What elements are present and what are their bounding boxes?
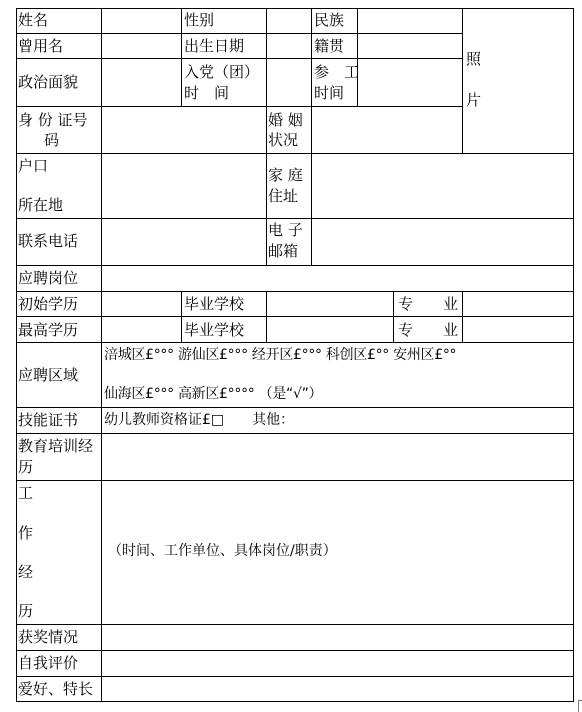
corner-mark-v — [578, 700, 579, 712]
birth-date-label: 出生日期 — [184, 37, 245, 55]
position-input[interactable] — [102, 266, 573, 291]
party-join-input[interactable] — [267, 59, 311, 106]
work-start-label-line2: 时间 — [314, 84, 345, 102]
home-label-line1: 家 庭 — [268, 166, 303, 184]
hukou-label-line2: 所在地 — [18, 196, 64, 214]
major-label: 专 业 — [398, 295, 459, 313]
work-input[interactable] — [102, 481, 573, 624]
ethnicity-label: 民族 — [314, 11, 345, 29]
v-line-left — [16, 8, 17, 702]
graduate-school-label: 毕业学校 — [184, 295, 245, 313]
self-eval-label: 自我评价 — [18, 654, 79, 672]
party-join-label-line1: 入党（团） — [184, 63, 260, 81]
region-options-line1[interactable]: 涪城区£°°° 游仙区£°°° 经开区£°°° 科创区£°° 安州区£°° — [104, 347, 457, 363]
highest-edu-input[interactable] — [102, 317, 181, 342]
major-label-2: 专 业 — [398, 321, 459, 339]
region-label: 应聘区域 — [18, 366, 79, 384]
home-input[interactable] — [312, 154, 573, 218]
training-label-line2: 历 — [18, 458, 34, 476]
major-input[interactable] — [463, 292, 573, 316]
phone-input[interactable] — [102, 219, 266, 265]
marital-label-line2: 状况 — [268, 131, 299, 149]
hobbies-label: 爱好、特长 — [18, 680, 94, 698]
initial-edu-label: 初始学历 — [18, 295, 79, 313]
h-line-bottom — [16, 701, 574, 702]
work-hint: （时间、工作单位、具体岗位/职责） — [108, 543, 337, 559]
v-line-181-a — [181, 8, 182, 107]
hukou-label-line1: 户口 — [18, 157, 49, 175]
v-line-right — [573, 8, 574, 702]
awards-label: 获奖情况 — [18, 628, 79, 646]
hobbies-input[interactable] — [102, 677, 573, 701]
work-label-line2: 作 — [18, 524, 34, 542]
photo-label-line1: 照 — [466, 50, 482, 68]
work-start-label-line1: 参 工 — [314, 63, 360, 81]
v-line-393-c — [393, 291, 394, 343]
id-label-line2: 码 — [44, 131, 60, 149]
photo-label-line2: 片 — [466, 91, 482, 109]
h-line-9 — [16, 342, 574, 343]
cert-value[interactable]: 幼儿教师资格证£□ 其他： — [104, 412, 295, 428]
party-join-label-line2: 时 间 — [184, 84, 230, 102]
gender-label: 性别 — [184, 11, 215, 29]
birth-date-input[interactable] — [267, 34, 311, 58]
position-label: 应聘岗位 — [18, 269, 79, 287]
graduate-school-input[interactable] — [267, 292, 393, 316]
name-label: 姓名 — [18, 11, 49, 29]
ethnicity-input[interactable] — [358, 9, 462, 33]
home-label-line2: 住址 — [268, 187, 299, 205]
major-input-2[interactable] — [463, 317, 573, 342]
email-label-line2: 邮箱 — [268, 242, 299, 260]
political-input[interactable] — [102, 59, 181, 106]
v-line-181-c — [181, 291, 182, 343]
training-input[interactable] — [102, 434, 573, 480]
highest-edu-label: 最高学历 — [18, 321, 79, 339]
work-start-input[interactable] — [358, 59, 462, 106]
former-name-input[interactable] — [102, 34, 181, 58]
work-label-line1: 工 — [18, 484, 34, 502]
marital-label-line1: 婚 姻 — [268, 111, 303, 129]
name-input[interactable] — [102, 9, 181, 33]
marital-input[interactable] — [312, 107, 462, 153]
gender-input[interactable] — [267, 9, 311, 33]
self-eval-input[interactable] — [102, 651, 573, 676]
graduate-school-input-2[interactable] — [267, 317, 393, 342]
phone-label: 联系电话 — [18, 232, 79, 250]
id-label-line1: 身 份 证号 — [18, 111, 88, 129]
id-input[interactable] — [102, 107, 266, 153]
corner-mark-h — [578, 700, 582, 701]
v-line-266-b — [266, 106, 267, 266]
work-label-line4: 历 — [18, 602, 34, 620]
cert-label: 技能证书 — [18, 411, 79, 429]
photo-box[interactable] — [463, 9, 573, 153]
awards-input[interactable] — [102, 625, 573, 650]
initial-edu-input[interactable] — [102, 292, 181, 316]
political-label: 政治面貌 — [18, 73, 79, 91]
native-place-input[interactable] — [358, 34, 462, 58]
former-name-label: 曾用名 — [18, 37, 64, 55]
training-label-line1: 教育培训经 — [18, 437, 94, 455]
native-place-label: 籍贯 — [314, 37, 345, 55]
graduate-school-label-2: 毕业学校 — [184, 321, 245, 339]
email-label-line1: 电 子 — [268, 221, 303, 239]
work-label-line3: 经 — [18, 563, 34, 581]
region-options-line2[interactable]: 仙海区£°°° 高新区£°°°° （是“√”） — [104, 386, 323, 402]
v-line-311-a — [311, 8, 312, 107]
hukou-input[interactable] — [102, 154, 266, 218]
h-line-10 — [16, 407, 574, 408]
email-input[interactable] — [312, 219, 573, 265]
